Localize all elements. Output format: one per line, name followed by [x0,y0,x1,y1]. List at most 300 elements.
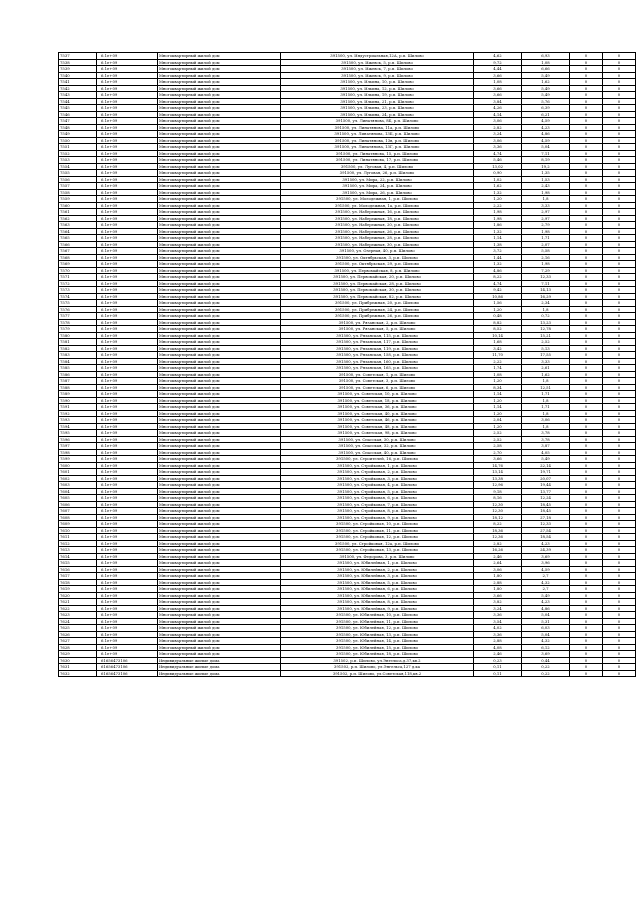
value-d-cell: 0 [603,397,636,404]
object-type-cell: Многоквартирный жилой дом [158,163,281,170]
row-number-cell: 7618 [59,579,97,586]
value-d-cell: 0 [603,254,636,261]
value-b-cell: 6,66 [522,66,570,73]
row-number-cell: 7593 [59,417,97,424]
row-number-cell: 7559 [59,196,97,203]
address-cell: 391500, ул. Набережная, 30, р.п. Шилово [281,241,474,248]
value-b-cell: 18,45 [522,508,570,515]
address-cell: 391500, ул. Юбилейная, 5, р.п. Шилово [281,579,474,586]
value-a-cell: 13,14 [474,469,522,476]
value-c-cell: 0 [570,53,603,60]
row-number-cell: 7619 [59,586,97,593]
value-a-cell: 0,23 [474,657,522,664]
object-type-cell: Многоквартирный жилой дом [158,183,281,190]
code-cell: 6.1e+09 [97,235,158,242]
value-a-cell: 1,02 [474,176,522,183]
value-c-cell: 0 [570,521,603,528]
code-cell: 6.1e+09 [97,384,158,391]
value-b-cell: 2,7 [522,573,570,580]
value-c-cell: 0 [570,189,603,196]
code-cell: 6.1e+09 [97,560,158,567]
value-b-cell: 4,86 [522,605,570,612]
code-cell: 6.1e+09 [97,352,158,359]
row-number-cell: 7610 [59,527,97,534]
value-c-cell: 0 [570,599,603,606]
code-cell: 6.1e+09 [97,170,158,177]
value-c-cell: 0 [570,306,603,313]
object-type-cell: Многоквартирный жилой дом [158,111,281,118]
value-c-cell: 0 [570,196,603,203]
value-d-cell: 0 [603,365,636,372]
code-cell: 6.1e+09 [97,534,158,541]
value-d-cell: 0 [603,547,636,554]
code-cell: 6.1e+09 [97,573,158,580]
value-a-cell: 1,20 [474,423,522,430]
value-a-cell: 3,66 [474,72,522,79]
object-type-cell: Многоквартирный жилой дом [158,592,281,599]
object-type-cell: Многоквартирный жилой дом [158,547,281,554]
row-number-cell: 7616 [59,566,97,573]
row-number-cell: 7557 [59,183,97,190]
value-b-cell: 19,71 [522,469,570,476]
code-cell: 6.1e+09 [97,625,158,632]
row-number-cell: 7537 [59,53,97,60]
address-cell: 391500, ул. Советская, 18, р.п. Шилово [281,397,474,404]
value-c-cell: 0 [570,358,603,365]
object-type-cell: Многоквартирный жилой дом [158,176,281,183]
value-c-cell: 0 [570,170,603,177]
row-number-cell: 7578 [59,319,97,326]
value-d-cell: 0 [603,332,636,339]
address-cell: 391500, ул. Советская, 10, р.п. Шилово [281,391,474,398]
value-a-cell: 4,08 [474,644,522,651]
address-cell: 391500, ул. Линатянова, 17, р.п. Шилово [281,157,474,164]
value-d-cell: 0 [603,261,636,268]
row-number-cell: 7583 [59,352,97,359]
value-b-cell: 6,21 [522,111,570,118]
value-a-cell: 8,22 [474,274,522,281]
value-d-cell: 0 [603,228,636,235]
value-c-cell: 0 [570,592,603,599]
value-a-cell: 1,80 [474,586,522,593]
value-a-cell: 2,46 [474,651,522,658]
value-a-cell: 2,58 [474,443,522,450]
value-d-cell: 0 [603,92,636,99]
object-type-cell: Многоквартирный жилой дом [158,352,281,359]
object-type-cell: Многоквартирный жилой дом [158,462,281,469]
object-type-cell: Многоквартирный жилой дом [158,612,281,619]
value-d-cell: 0 [603,267,636,274]
object-type-cell: Многоквартирный жилой дом [158,261,281,268]
object-type-cell: Многоквартирный жилой дом [158,469,281,476]
value-b-cell: 1,53 [522,176,570,183]
value-a-cell: 1,32 [474,261,522,268]
value-d-cell: 0 [603,592,636,599]
object-type-cell: Многоквартирный жилой дом [158,157,281,164]
value-b-cell: 4,32 [522,579,570,586]
code-cell: 6.1e+09 [97,79,158,86]
object-type-cell: Многоквартирный жилой дом [158,423,281,430]
object-type-cell: Многоквартирный жилой дом [158,293,281,300]
address-cell: 391500, ул. Ильина, 12, р.п. Шилово [281,85,474,92]
value-a-cell: 4,02 [474,625,522,632]
code-cell: 6.1e+09 [97,118,158,125]
object-type-cell: Многоквартирный жилой дом [158,495,281,502]
row-number-cell: 7604 [59,488,97,495]
value-d-cell: 0 [603,170,636,177]
value-c-cell: 0 [570,657,603,664]
row-number-cell: 7629 [59,651,97,658]
row-number-cell: 7588 [59,384,97,391]
value-c-cell: 0 [570,638,603,645]
value-b-cell: 5,04 [522,144,570,151]
object-type-cell: Многоквартирный жилой дом [158,599,281,606]
code-cell: 6.1e+09 [97,111,158,118]
address-cell: 391500, ул. Строителей, 16, р.п. Шилово [281,456,474,463]
value-b-cell: 14,13 [522,287,570,294]
code-cell: 61656473106 [97,664,158,671]
value-c-cell: 0 [570,417,603,424]
value-b-cell: 20,07 [522,475,570,482]
value-a-cell: 1,80 [474,573,522,580]
row-number-cell: 7631 [59,664,97,671]
address-cell: 391500, ул. Линатянова, 8Б, р.п. Шилово [281,118,474,125]
object-type-cell: Многоквартирный жилой дом [158,339,281,346]
address-cell: 391500, ул. Ижевск, 5, р.п. Шилово [281,59,474,66]
value-b-cell: 3,06 [522,417,570,424]
value-d-cell: 0 [603,625,636,632]
row-number-cell: 7614 [59,553,97,560]
value-d-cell: 0 [603,462,636,469]
value-d-cell: 0 [603,436,636,443]
value-c-cell: 0 [570,235,603,242]
row-number-cell: 7550 [59,137,97,144]
value-c-cell: 0 [570,443,603,450]
object-type-cell: Многоквартирный жилой дом [158,326,281,333]
value-b-cell: 1,71 [522,391,570,398]
value-d-cell: 0 [603,53,636,60]
row-number-cell: 7591 [59,404,97,411]
value-d-cell: 0 [603,66,636,73]
row-number-cell: 7566 [59,241,97,248]
object-type-cell: Многоквартирный жилой дом [158,573,281,580]
code-cell: 6.1e+09 [97,592,158,599]
code-cell: 6.1e+09 [97,228,158,235]
value-d-cell: 0 [603,417,636,424]
address-cell: 391500, ул. Советская, 36, р.п. Шилово [281,404,474,411]
value-d-cell: 0 [603,508,636,515]
value-b-cell: 12,33 [522,521,570,528]
row-number-cell: 7589 [59,391,97,398]
value-c-cell: 0 [570,79,603,86]
object-type-cell: Многоквартирный жилой дом [158,625,281,632]
value-c-cell: 0 [570,664,603,671]
value-d-cell: 0 [603,280,636,287]
value-b-cell: 24,39 [522,547,570,554]
value-c-cell: 0 [570,202,603,209]
value-a-cell: 8,16 [474,495,522,502]
code-cell: 6.1e+09 [97,92,158,99]
row-number-cell: 7617 [59,573,97,580]
row-number-cell: 7560 [59,202,97,209]
address-cell: 391500, ул. Озерная, 40, р.п. Шилово [281,248,474,255]
value-b-cell: 2,79 [522,222,570,229]
object-type-cell: Многоквартирный жилой дом [158,98,281,105]
value-d-cell: 0 [603,618,636,625]
object-type-cell: Многоквартирный жилой дом [158,501,281,508]
row-number-cell: 7547 [59,118,97,125]
value-d-cell: 0 [603,274,636,281]
value-a-cell: 1,86 [474,222,522,229]
code-cell: 6.1e+09 [97,410,158,417]
value-c-cell: 0 [570,508,603,515]
code-cell: 6.1e+09 [97,274,158,281]
value-a-cell: 8,82 [474,319,522,326]
value-c-cell: 0 [570,482,603,489]
value-a-cell: 2,52 [474,430,522,437]
address-cell: 391500, ул. Стройковая, 12, р.п. Шилово [281,534,474,541]
object-type-cell: Многоквартирный жилой дом [158,651,281,658]
object-type-cell: Многоквартирный жилой дом [158,618,281,625]
value-c-cell: 0 [570,163,603,170]
value-d-cell: 0 [603,222,636,229]
row-number-cell: 7555 [59,170,97,177]
address-cell: 391500, ул. Стройковая, 10, р.п. Шилово [281,521,474,528]
row-number-cell: 7596 [59,436,97,443]
value-c-cell: 0 [570,560,603,567]
object-type-cell: Многоквартирный жилой дом [158,235,281,242]
value-b-cell: 12,78 [522,326,570,333]
value-c-cell: 0 [570,241,603,248]
value-b-cell: 1,8 [522,397,570,404]
address-cell: 391500, ул. Линатянова, 11а, р.п. Шилово [281,124,474,131]
row-number-cell: 7576 [59,306,97,313]
object-type-cell: Многоквартирный жилой дом [158,241,281,248]
value-d-cell: 0 [603,313,636,320]
address-cell: 391500, ул. Юбилейная, 18, р.п. Шилово [281,651,474,658]
row-number-cell: 7611 [59,534,97,541]
value-d-cell: 0 [603,501,636,508]
value-b-cell: 13,77 [522,488,570,495]
value-c-cell: 0 [570,293,603,300]
value-d-cell: 0 [603,124,636,131]
code-cell: 6.1e+09 [97,215,158,222]
value-b-cell: 1,71 [522,404,570,411]
value-d-cell: 0 [603,443,636,450]
value-a-cell: 3,72 [474,248,522,255]
code-cell: 6.1e+09 [97,378,158,385]
value-c-cell: 0 [570,391,603,398]
value-b-cell: 5,49 [522,85,570,92]
value-b-cell: 7,11 [522,280,570,287]
value-b-cell: 5,49 [522,592,570,599]
value-d-cell: 0 [603,553,636,560]
code-cell: 6.1e+09 [97,287,158,294]
row-number-cell: 7599 [59,456,97,463]
value-a-cell: 4,86 [474,267,522,274]
row-number-cell: 7581 [59,339,97,346]
code-cell: 6.1e+09 [97,293,158,300]
value-d-cell: 0 [603,456,636,463]
code-cell: 6.1e+09 [97,202,158,209]
object-type-cell: Многоквартирный жилой дом [158,644,281,651]
value-d-cell: 0 [603,137,636,144]
address-cell: 391500, ул. Линатянова, 15, р.п. Шилово [281,150,474,157]
value-b-cell: 5,49 [522,456,570,463]
row-number-cell: 7558 [59,189,97,196]
row-number-cell: 7622 [59,605,97,612]
object-type-cell: Многоквартирный жилой дом [158,553,281,560]
row-number-cell: 7562 [59,215,97,222]
code-cell: 6.1e+09 [97,183,158,190]
value-d-cell: 0 [603,118,636,125]
code-cell: 6.1e+09 [97,144,158,151]
code-cell: 6.1e+09 [97,358,158,365]
value-c-cell: 0 [570,137,603,144]
address-cell: 391500, ул. Стройковая, 3, р.п. Шилово [281,475,474,482]
row-number-cell: 7609 [59,521,97,528]
address-cell: 391500, ул. Ижевск, 9, р.п. Шилово [281,72,474,79]
table-body [59,53,636,677]
address-cell: 391502, р.п. Шилово, ул.Энгельса,127 д.ка [281,664,474,671]
object-type-cell: Многоквартирный жилой дом [158,384,281,391]
row-number-cell: 7549 [59,131,97,138]
address-cell: 391500, ул. Юбилейная, 2, р.п. Шилово [281,566,474,573]
address-cell: 391500, ул. Советская, 6, р.п. Шилово [281,384,474,391]
value-a-cell: 9,72 [474,59,522,66]
row-number-cell: 7542 [59,85,97,92]
value-c-cell: 0 [570,469,603,476]
value-c-cell: 0 [570,215,603,222]
value-b-cell: 4,32 [522,638,570,645]
row-number-cell: 7587 [59,378,97,385]
row-number-cell: 7538 [59,59,97,66]
object-type-cell: Многоквартирный жилой дом [158,371,281,378]
value-a-cell: 1,20 [474,410,522,417]
value-b-cell: 1,8 [522,410,570,417]
address-cell: 391500, ул. Первомайская, 30, р.п. Шилово [281,287,474,294]
row-number-cell: 7580 [59,332,97,339]
value-b-cell: 22,14 [522,462,570,469]
value-c-cell: 0 [570,280,603,287]
address-cell: 391500, ул. Советская, 46, р.п. Шилово [281,417,474,424]
address-cell: 391500, ул. Линатянова, 13в, р.п. Шилово [281,137,474,144]
value-a-cell: 2,70 [474,449,522,456]
value-c-cell: 0 [570,313,603,320]
value-d-cell: 0 [603,183,636,190]
value-a-cell: 1,44 [474,254,522,261]
value-a-cell: 18,36 [474,527,522,534]
code-cell: 6.1e+09 [97,553,158,560]
value-c-cell: 0 [570,618,603,625]
value-d-cell: 0 [603,287,636,294]
row-number-cell: 7553 [59,157,97,164]
object-type-cell: Многоквартирный жилой дом [158,137,281,144]
value-a-cell: 3,66 [474,92,522,99]
value-c-cell: 0 [570,436,603,443]
code-cell: 6.1e+09 [97,475,158,482]
value-d-cell: 0 [603,404,636,411]
address-cell: 391500, ул. Линатянова, 13Б, р.п. Шилово [281,131,474,138]
value-b-cell: 5,49 [522,72,570,79]
address-cell: 391500, ул. Стройковая, 2, р.п. Шилово [281,469,474,476]
code-cell: 6.1e+09 [97,397,158,404]
value-a-cell: 1,14 [474,404,522,411]
row-number-cell: 7613 [59,547,97,554]
code-cell: 6.1e+09 [97,495,158,502]
value-a-cell: 1,32 [474,228,522,235]
row-number-cell: 7563 [59,222,97,229]
object-type-cell: Многоквартирный жилой дом [158,92,281,99]
address-cell: 391500, ул. Набережная, 28, р.п. Шилово [281,235,474,242]
address-cell: 391500, ул. Мира, 24, р.п. Шилово [281,183,474,190]
value-a-cell: 3,36 [474,612,522,619]
code-cell: 6.1e+09 [97,371,158,378]
code-cell: 6.1e+09 [97,196,158,203]
address-cell: 391500, ул. Набережная, 18, р.п. Шилово [281,215,474,222]
row-number-cell: 7540 [59,72,97,79]
code-cell: 6.1e+09 [97,105,158,112]
object-type-cell: Индивидуальные жилые дома [158,657,281,664]
value-c-cell: 0 [570,605,603,612]
value-b-cell: 2,97 [522,215,570,222]
value-d-cell: 0 [603,352,636,359]
value-d-cell: 0 [603,670,636,677]
value-b-cell: 27,18 [522,514,570,521]
object-type-cell: Многоквартирный жилой дом [158,300,281,307]
object-type-cell: Многоквартирный жилой дом [158,417,281,424]
value-b-cell: 5,31 [522,618,570,625]
address-cell: 391500, ул. Набережная, 16, р.п. Шилово [281,209,474,216]
address-cell: 391500, ул. Рязанская, 160, р.п. Шилово [281,358,474,365]
row-number-cell: 7543 [59,92,97,99]
value-a-cell: 0,48 [474,313,522,320]
code-cell: 6.1e+09 [97,482,158,489]
value-c-cell: 0 [570,222,603,229]
address-cell: 391500, ул. Индустриальная,12А, р.п. Шилово [281,53,474,60]
value-d-cell: 0 [603,475,636,482]
row-number-cell: 7544 [59,98,97,105]
value-a-cell: 2,22 [474,202,522,209]
value-c-cell: 0 [570,326,603,333]
code-cell: 6.1e+09 [97,254,158,261]
value-c-cell: 0 [570,131,603,138]
address-cell: 391500, ул. Спасская, 40, р.п. Шилово [281,449,474,456]
value-c-cell: 0 [570,462,603,469]
value-c-cell: 0 [570,254,603,261]
code-cell: 6.1e+09 [97,261,158,268]
value-d-cell: 0 [603,384,636,391]
object-type-cell: Индивидуальные жилые дома [158,670,281,677]
code-cell: 6.1e+09 [97,423,158,430]
value-a-cell: 13,02 [474,163,522,170]
value-b-cell: 2,7 [522,586,570,593]
object-type-cell: Многоквартирный жилой дом [158,170,281,177]
value-a-cell: 2,22 [474,358,522,365]
value-d-cell: 0 [603,586,636,593]
value-d-cell: 0 [603,79,636,86]
object-type-cell: Многоквартирный жилой дом [158,540,281,547]
address-cell: 391500, ул. Луговая, 26, р.п. Шилово [281,170,474,177]
value-b-cell: 2,97 [522,209,570,216]
value-d-cell: 0 [603,105,636,112]
object-type-cell: Многоквартирный жилой дом [158,228,281,235]
value-d-cell: 0 [603,326,636,333]
value-b-cell: 1,62 [522,79,570,86]
value-a-cell: 1,08 [474,371,522,378]
value-a-cell: 18,12 [474,514,522,521]
code-cell: 6.1e+09 [97,508,158,515]
